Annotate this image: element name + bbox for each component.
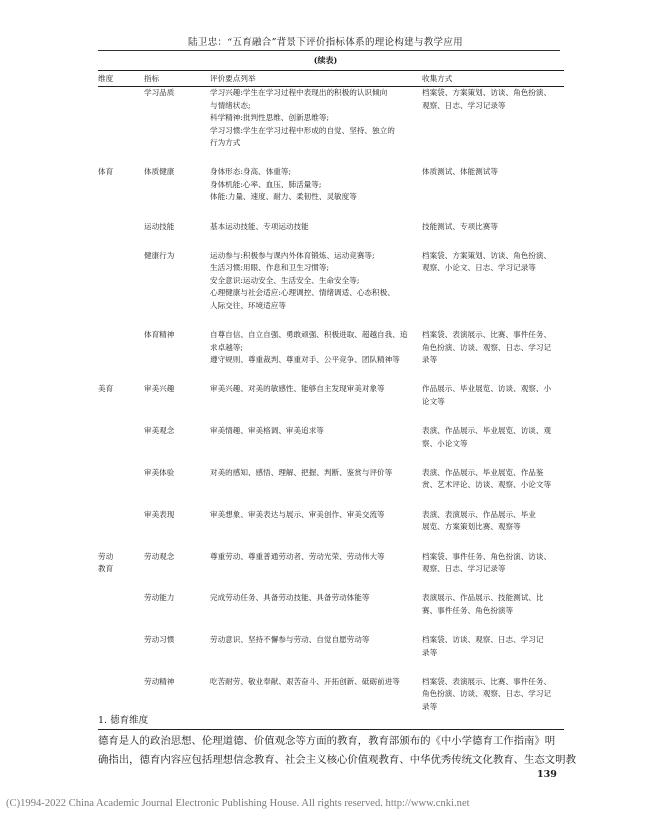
collection-method-line: 档案袋、方案策划、访谈、角色扮演、 xyxy=(422,88,552,98)
table-header-row xyxy=(98,71,564,87)
cell-dimension xyxy=(98,221,144,250)
cell-collection-method xyxy=(418,329,564,383)
collection-method-line: 技能测试、专项比赛等 xyxy=(422,221,498,231)
collection-method-line: 档案袋、表演展示、比赛、事件任务、 xyxy=(422,677,552,686)
cell-collection-method xyxy=(418,166,564,220)
key-point-line: 心理健康与社会适应:心理调控、情绪调适、心态积极、 xyxy=(210,288,395,298)
table-row xyxy=(98,509,564,551)
collection-method-line: 作品展示、毕业展览、访谈、观察、小 xyxy=(422,384,552,394)
key-point-line: 对美的感知、感悟、理解、把握、判断、鉴赏与评价等 xyxy=(210,467,393,477)
key-point-line: 审美情趣、审美格调、审美追求等 xyxy=(210,426,324,436)
header-rule xyxy=(98,50,560,51)
cell-collection-method xyxy=(418,551,564,593)
cell-dimension xyxy=(98,467,144,509)
body-line: 确指出，德育内容应包括理想信念教育、社会主义核心价值观教育、中华优秀传统文化教育、生态文明教 xyxy=(98,754,576,766)
table-row xyxy=(98,250,564,329)
cell-indicator: 审美观念 xyxy=(144,426,175,436)
cell-collection-method xyxy=(418,592,564,634)
cell-indicator: 健康行为 xyxy=(144,251,175,261)
table-row xyxy=(98,551,564,593)
table-row xyxy=(98,221,564,250)
cell-indicator: 体质健康 xyxy=(144,167,175,177)
cell-key-points xyxy=(210,250,418,329)
table-body xyxy=(98,87,564,730)
collection-method-line: 观察、日志、学习记录等 xyxy=(422,100,506,110)
collection-method-line: 档案袋、表演展示、比赛、事件任务、 xyxy=(422,330,552,340)
cell-key-points xyxy=(210,509,418,551)
key-point-line: 基本运动技能、专项运动技能 xyxy=(210,221,309,231)
cell-key-points xyxy=(210,634,418,676)
collection-method-line: 档案袋、方案策划、访谈、角色扮演、 xyxy=(422,251,552,261)
collection-method-line: 论文等 xyxy=(422,396,445,406)
key-point-line: 遵守规则、尊重裁判、尊重对手、公平竞争、团队精神等 xyxy=(210,354,400,364)
key-point-line: 审美兴趣、对美的敏感性、能够自主发现审美对象等 xyxy=(210,384,385,394)
table-row xyxy=(98,592,564,634)
cell-collection-method xyxy=(418,87,564,167)
table-continued-label: (续表) xyxy=(313,55,338,65)
cell-indicator: 劳动习惯 xyxy=(144,635,175,645)
key-point-line: 吃苦耐劳、敬业奉献、艰苦奋斗、开拓创新、砥砺前进等 xyxy=(210,677,400,686)
header-dimension: 维度 xyxy=(98,71,144,87)
key-point-line: 生活习惯:用眼、作息和卫生习惯等; xyxy=(210,263,330,273)
key-point-line: 运动参与:积极参与课内外体育锻炼、运动竞赛等; xyxy=(210,251,375,261)
key-point-line: 身体形态:身高、体重等; xyxy=(210,167,292,177)
key-point-line: 尊重劳动、尊重普通劳动者、劳动光荣、劳动伟大等 xyxy=(210,551,385,561)
key-point-line: 劳动意识、坚持不懈参与劳动、自觉自愿劳动等 xyxy=(210,635,370,645)
dimension-text: 体育 xyxy=(98,167,114,177)
key-point-line: 与情绪状态; xyxy=(210,100,251,110)
table-row xyxy=(98,467,564,509)
cell-dimension xyxy=(98,634,144,676)
section-title: 1. 德育维度 xyxy=(98,715,149,726)
table-row xyxy=(98,634,564,676)
cell-collection-method xyxy=(418,634,564,676)
cell-dimension xyxy=(98,551,144,593)
cell-dimension xyxy=(98,592,144,634)
collection-method-line: 录等 xyxy=(422,354,438,364)
cell-dimension xyxy=(98,383,144,425)
evaluation-indicator-table xyxy=(98,70,564,730)
dimension-text: 美育 xyxy=(98,384,114,394)
cell-dimension xyxy=(98,509,144,551)
key-point-line: 科学精神:批判性思维、创新思维等; xyxy=(210,113,330,123)
collection-method-line: 表演展示、作品展示、技能测试、比 xyxy=(422,593,544,603)
cell-indicator: 审美兴趣 xyxy=(144,384,175,394)
dimension-text: 教育 xyxy=(98,563,114,573)
cell-collection-method xyxy=(418,425,564,467)
evaluation-table-container xyxy=(98,70,560,730)
collection-method-line: 录等 xyxy=(422,647,438,657)
cell-key-points xyxy=(210,551,418,593)
collection-method-line: 观察、日志、学习记录等 xyxy=(422,563,506,573)
table-row xyxy=(98,329,564,383)
collection-method-line: 体质测试、体能测试等 xyxy=(422,167,498,177)
cell-key-points xyxy=(210,87,418,167)
table-row xyxy=(98,676,564,730)
cell-key-points xyxy=(210,383,418,425)
key-point-line: 学习兴趣:学生在学习过程中表现出的积极的认识倾向 xyxy=(210,88,388,98)
collection-method-line: 表演、作品展示、毕业展览、访谈、观 xyxy=(422,426,552,436)
running-head: 陆卫忠：“五育融合”背景下评价指标体系的理论构建与教学应用 xyxy=(188,37,463,48)
collection-method-line: 表演、表演展示、作品展示、毕业 xyxy=(422,509,536,519)
cell-dimension xyxy=(98,250,144,329)
key-point-line: 完成劳动任务、具备劳动技能、具备劳动体能等 xyxy=(210,593,370,603)
cell-key-points xyxy=(210,329,418,383)
cell-dimension xyxy=(98,329,144,383)
collection-method-line: 录等 xyxy=(422,701,438,711)
collection-method-line: 察、小论文等 xyxy=(422,438,468,448)
cell-dimension xyxy=(98,166,144,220)
collection-method-line: 档案袋、访谈、观察、日志、学习记 xyxy=(422,635,544,645)
cell-key-points xyxy=(210,425,418,467)
table-row xyxy=(98,87,564,167)
copyright-notice: (C)1994-2022 China Academic Journal Electronic Publishing House. All rights reserved. http://www.cnki.net xyxy=(6,798,470,809)
key-point-line: 身体机能:心率、血压、肺活量等; xyxy=(210,179,322,189)
collection-method-line: 角色扮演、访谈、观察、日志、学习记 xyxy=(422,342,552,352)
header-indicator: 指标 xyxy=(144,71,210,87)
header-key-points: 评价要点列举 xyxy=(210,71,418,87)
cell-indicator: 劳动观念 xyxy=(144,551,175,561)
collection-method-line: 赏、艺术评论、访谈、观察、小论文等 xyxy=(422,480,552,490)
cell-collection-method xyxy=(418,676,564,730)
collection-method-line: 表演、作品展示、毕业展览、作品鉴 xyxy=(422,467,544,477)
cell-indicator: 审美体验 xyxy=(144,467,175,477)
collection-method-line: 角色扮演、访谈、观察、日志、学习记 xyxy=(422,689,552,699)
cell-collection-method xyxy=(418,383,564,425)
cell-indicator: 劳动精神 xyxy=(144,676,210,730)
key-point-line: 学习习惯:学生在学习过程中形成的自觉、坚持、独立的 xyxy=(210,125,395,135)
table-row xyxy=(98,425,564,467)
cell-indicator: 劳动能力 xyxy=(144,593,175,603)
key-point-line: 审美想象、审美表达与展示、审美创作、审美交流等 xyxy=(210,509,385,519)
cell-collection-method xyxy=(418,221,564,250)
key-point-line: 人际交往、环境适应等 xyxy=(210,300,286,310)
collection-method-line: 展览、方案策划比赛、观察等 xyxy=(422,522,521,532)
table-row xyxy=(98,383,564,425)
cell-collection-method xyxy=(418,509,564,551)
cell-collection-method xyxy=(418,467,564,509)
cell-key-points xyxy=(210,467,418,509)
cell-indicator: 运动技能 xyxy=(144,221,175,231)
key-point-line: 体能:力量、速度、耐力、柔韧性、灵敏度等 xyxy=(210,192,357,202)
key-point-line: 安全意识:运动安全、生活安全、生命安全等; xyxy=(210,275,360,285)
collection-method-line: 赛、事件任务、角色扮演等 xyxy=(422,605,514,615)
cell-key-points xyxy=(210,166,418,220)
header-collection-method: 收集方式 xyxy=(418,71,564,87)
cell-indicator: 审美表现 xyxy=(144,509,175,519)
key-point-line: 行为方式 xyxy=(210,138,241,148)
cell-key-points xyxy=(210,676,418,730)
collection-method-line: 档案袋、事件任务、角色扮演、访谈、 xyxy=(422,551,552,561)
cell-indicator: 学习品质 xyxy=(144,88,175,98)
body-line: 德育是人的政治思想、伦理道德、价值观念等方面的教育，教育部颁布的《中小学德育工作指南》明 xyxy=(98,735,556,747)
body-paragraph xyxy=(98,732,576,770)
cell-key-points xyxy=(210,592,418,634)
dimension-text: 劳动 xyxy=(98,551,114,561)
table-row xyxy=(98,166,564,220)
collection-method-line: 观察、小论文、日志、学习记录等 xyxy=(422,263,536,273)
page-number: 139 xyxy=(537,769,557,780)
key-point-line: 自尊自信、自立自强、勇敢顽强、积极进取、超越自我、追 xyxy=(210,330,408,340)
cell-collection-method xyxy=(418,250,564,329)
cell-indicator: 体育精神 xyxy=(144,330,175,340)
cell-dimension xyxy=(98,425,144,467)
cell-key-points xyxy=(210,221,418,250)
cell-dimension xyxy=(98,87,144,167)
key-point-line: 求卓越等; xyxy=(210,342,243,352)
